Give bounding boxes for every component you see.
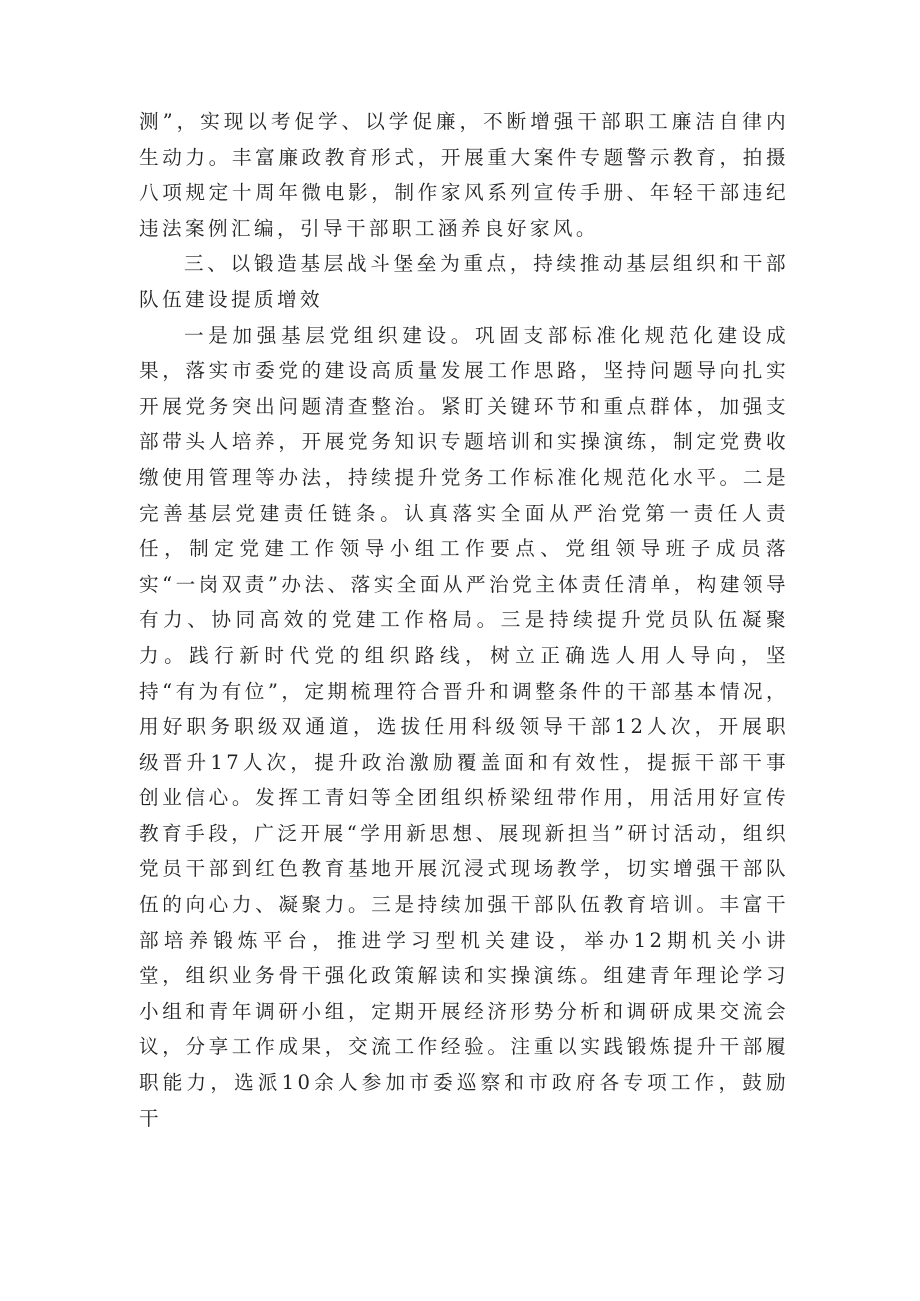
paragraph-party-building: 一是加强基层党组织建设。巩固支部标准化规范化建设成果，落实市委党的建设高质量发展工作思路，坚持问题导向扎实开展党务突出问题清查整治。紧盯关键环节和重点群体，加强支部带头人培养，开展党务知识专题培训和实操演练，制定党费收缴使用管理等办法，持续提升党务工作标准化规范化水平。二是完善基层党建责任链条。认真落实全面从严治党第一责任人责任，制定党建工作领导小组工作要点、党组领导班子成员落实“一岗双责”办法、落实全面从严治党主体责任清单，构建领导有力、协同高效的党建工作格局。三是持续提升党员队伍凝聚力。践行新时代党的组织路线，树立正确选人用人导向，坚持“有为有位”，定期梳理符合晋升和调整条件的干部基本情况，用好职务职级双通道，选拔任用科级领导干部12人次，开展职级晋升17人次，提升政治激励覆盖面和有效性，提振干部干事创业信心。发挥工青妇等全团组织桥梁纽带作用，用活用好宣传教育手段，广泛开展“学用新思想、展现新担当”研讨活动，组织党员干部到红色教育基地开展沉浸式现场教学，切实增强干部队伍的向心力、凝聚力。三是持续加强干部队伍教育培训。丰富干部培养锻炼平台，推进学习型机关建设，举办12期机关小讲堂，组织业务骨干强化政策解读和实操演练。组建青年理论学习小组和青年调研小组，定期开展经济形势分析和调研成果交流会议，分享工作成果，交流工作经验。注重以实践锻炼提升干部履职能力，选派10余人参加市委巡察和市政府各专项工作，鼓励干: [139, 323, 789, 1130]
document-body: [139, 104, 789, 1136]
section-heading-3: 三、以锻造基层战斗堡垒为重点，持续推动基层组织和干部队伍建设提质增效: [139, 252, 789, 311]
paragraph-warning-education: 测”，实现以考促学、以学促廉，不断增强干部职工廉洁自律内生动力。丰富廉政教育形式，开展重大案件专题警示教育，拍摄八项规定十周年微电影，制作家风系列宣传手册、年轻干部违纪违法案例汇编，引导干部职工涵养良好家风。: [139, 110, 789, 240]
